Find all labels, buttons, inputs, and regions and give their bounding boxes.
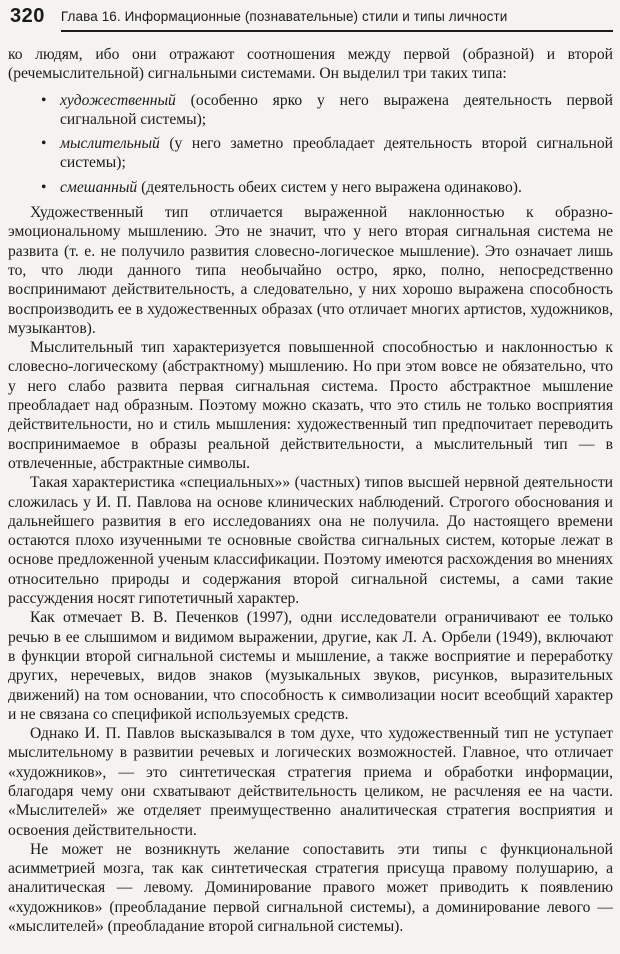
chapter-title: Глава 16. Информационные (познавательные) стили и типы личности	[60, 9, 508, 24]
page-header	[8, 5, 613, 32]
personality-type-list	[8, 91, 613, 197]
list-item-thinking-type	[8, 134, 613, 173]
paragraph: Такая характеристика «специальных»» (частных) типов высшей нервной деятельности сложилась у И. П. Павлова на основе клинических наблюдений. Строгого обоснования и дальнейшего развития в его исследованиях она не получила. До настоящего времени остаются плохо изученными те основные свойства сигнальных систем, которые лежат в основе предложенной ученым классификации. Поэтому имеются расхождения во мнениях относительно природы и содержания второй сигнальной системы, а сами такие рассуждения носят гипотетичный характер.	[8, 474, 613, 608]
paragraph: Однако И. П. Павлов высказывался в том духе, что художественный тип не уступает мыслительному в развитии речевых и логических возможностей. Главное, что отличает «художников», — это синтетическая стратегия приема и обработки информации, благодаря чему они схватывают действительность целиком, не расчленяя ее на части. «Мыслителей» же отделяет преимущественно аналитическая стратегия восприятия и освоения действительности.	[8, 725, 613, 839]
paragraph: Не может не возникнуть желание сопоставить эти типы с функциональной асимметрией мозга, так как синтетическая стратегия присуща правому полушарию, а аналитическая — левому. Доминирование правого может приводить к появлению «художников» (преобладание первой сигнальной системы), а доминирование левого — «мыслителей» (преобладание второй сигнальной системы).	[8, 840, 613, 936]
header-rule	[61, 30, 613, 32]
list-item-artistic-type	[8, 91, 613, 130]
type-term: смешанный	[60, 178, 138, 196]
paragraph: Как отмечает В. В. Печенков (1997), одни исследователи ограничивают ее только речью в ее слышимом и видимом выражении, другие, как Л. А. Орбели (1949), включают в функции второй сигнальной системы и мышление, а также восприятие и переработку других, неречевых, видов знаков (музыкальных звуков, рисунков, выразительных движений) на том основании, что способность к символизации носит всеобщий характер и не связана со спецификой используемых средств.	[8, 609, 613, 723]
type-term: мыслительный	[60, 135, 160, 153]
page-number: 320	[10, 5, 45, 27]
type-term: художественный	[60, 91, 176, 109]
list-item-mixed-type	[8, 178, 613, 197]
chapter-title-block	[61, 5, 613, 32]
list-item-text: (особенно ярко у него выражена деятельность первой сигнальной системы);	[60, 91, 613, 128]
page-body	[8, 45, 613, 936]
paragraph: Художественный тип отличается выраженной наклонностью к образно-эмоциональному мышлению. Это не значит, что у него вторая сигнальная система не развита (т. е. не получило развития словесно-логическое мышление). Это означает лишь то, что люди данного типа необычайно остро, ярко, полно, непосредственно воспринимают действительность, а следовательно, у них хорошо выражена способность воспроизводить ее в художественных образах (что отличает многих артистов, художников, музыкантов).	[8, 204, 613, 337]
paragraph-intro: ко людям, ибо они отражают соотношения между первой (образной) и второй (речемыслительной) сигнальными системами. Он выделил три таких типа:	[8, 46, 613, 83]
list-item-text: (деятельность обеих систем у него выражена одинаково).	[137, 178, 522, 196]
list-item-text: (у него заметно преобладает деятельность второй сигнальной системы);	[60, 135, 613, 172]
paragraph: Мыслительный тип характеризуется повышенной способностью и наклонностью к словесно-логическому (абстрактному) мышлению. Но при этом вовсе не обязательно, что у него слабо развита первая сигнальная система. Просто абстрактное мышление преобладает над образным. Поэтому можно сказать, что это стиль не только восприятия действительности, но и стиль мышления: художественный тип предпочитает переводить воспринимаемое в образы реальной действительности, а мыслительный тип — в отвлеченные, абстрактные символы.	[8, 339, 613, 472]
